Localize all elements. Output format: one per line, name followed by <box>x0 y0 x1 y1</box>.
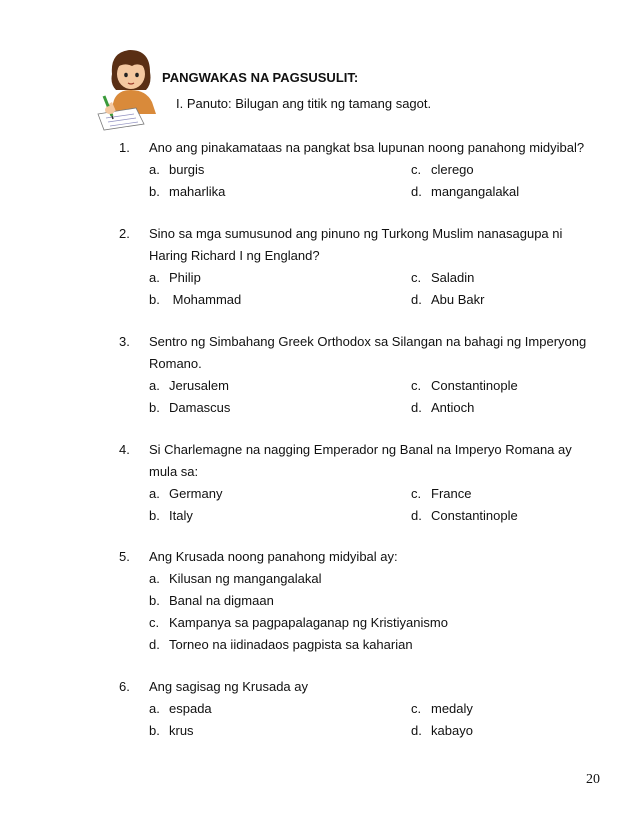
option-b[interactable] <box>149 720 411 742</box>
option-text: medaly <box>431 701 473 716</box>
option-letter: d. <box>411 400 422 415</box>
option-letter: c. <box>411 378 422 393</box>
question-number: 1. <box>119 140 130 155</box>
option-a[interactable] <box>149 483 411 505</box>
option-text: Philip <box>169 270 201 285</box>
option-c[interactable] <box>411 159 474 181</box>
option-c[interactable] <box>149 612 599 634</box>
question-4 <box>119 439 599 527</box>
option-text: clerego <box>431 162 474 177</box>
option-letter: a. <box>149 270 160 285</box>
option-text: Kilusan ng mangangalakal <box>169 571 322 586</box>
option-letter: c. <box>411 486 422 501</box>
option-a[interactable] <box>149 698 411 720</box>
option-a[interactable] <box>149 375 411 397</box>
option-d[interactable] <box>149 634 599 656</box>
option-c[interactable] <box>411 267 474 289</box>
option-letter: a. <box>149 162 160 177</box>
option-d[interactable] <box>411 720 473 742</box>
option-d[interactable] <box>411 505 518 527</box>
option-text: Torneo na iidinadaos pagpista sa kaharian <box>169 637 413 652</box>
option-letter: b. <box>149 593 160 608</box>
option-text: Constantinople <box>431 508 518 523</box>
option-letter: a. <box>149 378 160 393</box>
option-letter: a. <box>149 701 160 716</box>
question-number: 3. <box>119 334 130 349</box>
option-c[interactable] <box>411 483 471 505</box>
option-text: Constantinople <box>431 378 518 393</box>
option-b[interactable] <box>149 590 599 612</box>
option-letter: b. <box>149 723 160 738</box>
test-title: PANGWAKAS NA PAGSUSULIT: <box>162 70 359 85</box>
question-5 <box>119 546 599 656</box>
instructions: I. Panuto: Bilugan ang titik ng tamang sagot. <box>176 96 432 111</box>
question-1 <box>119 137 599 203</box>
option-d[interactable] <box>411 289 484 311</box>
option-text: espada <box>169 701 212 716</box>
question-number: 4. <box>119 442 130 457</box>
student-writing-illustration <box>92 44 168 132</box>
option-text: Jerusalem <box>169 378 229 393</box>
option-letter: d. <box>149 637 160 652</box>
question-number: 5. <box>119 549 130 564</box>
option-d[interactable] <box>411 181 519 203</box>
option-letter: c. <box>411 270 422 285</box>
option-letter: b. <box>149 400 160 415</box>
question-number: 6. <box>119 679 130 694</box>
option-b[interactable] <box>149 289 411 311</box>
option-letter: a. <box>149 486 160 501</box>
option-b[interactable] <box>149 505 411 527</box>
option-letter: c. <box>411 701 422 716</box>
option-text: Damascus <box>169 400 231 415</box>
option-letter: d. <box>411 508 422 523</box>
option-c[interactable] <box>411 698 473 720</box>
option-text: Banal na digmaan <box>169 593 274 608</box>
option-text: Saladin <box>431 270 475 285</box>
page-number: 20 <box>586 772 600 787</box>
question-text: Ang Krusada noong panahong midyibal ay: <box>149 549 398 564</box>
option-text: Abu Bakr <box>431 292 485 307</box>
option-letter: d. <box>411 184 422 199</box>
question-text: Sentro ng Simbahang Greek Orthodox sa Silangan na bahagi ng Imperyong Romano. <box>149 334 587 371</box>
option-text: mangangalakal <box>431 184 520 199</box>
option-letter: c. <box>149 615 160 630</box>
option-letter: b. <box>149 292 160 307</box>
option-text: maharlika <box>169 184 226 199</box>
question-3 <box>119 331 599 419</box>
question-text: Si Charlemagne na nagging Emperador ng Banal na Imperyo Romana ay mula sa: <box>149 442 572 479</box>
option-b[interactable] <box>149 181 411 203</box>
question-text: Ano ang pinakamataas na pangkat bsa lupunan noong panahong midyibal? <box>149 140 585 155</box>
question-6 <box>119 676 599 742</box>
option-text: krus <box>169 723 194 738</box>
option-letter: a. <box>149 571 160 586</box>
option-a[interactable] <box>149 267 411 289</box>
option-letter: b. <box>149 184 160 199</box>
question-text: Ang sagisag ng Krusada ay <box>149 679 308 694</box>
option-text: kabayo <box>431 723 473 738</box>
option-c[interactable] <box>411 375 518 397</box>
option-letter: c. <box>411 162 422 177</box>
option-text: Antioch <box>431 400 475 415</box>
option-a[interactable] <box>149 159 411 181</box>
question-text: Sino sa mga sumusunod ang pinuno ng Turkong Muslim nanasagupa ni Haring Richard I ng England? <box>149 226 563 263</box>
option-text: France <box>431 486 472 501</box>
option-b[interactable] <box>149 397 411 419</box>
question-2 <box>119 223 599 311</box>
option-text: burgis <box>169 162 205 177</box>
option-letter: d. <box>411 292 422 307</box>
option-text: Italy <box>169 508 193 523</box>
option-d[interactable] <box>411 397 474 419</box>
option-text: Mohammad <box>169 292 242 307</box>
option-letter: b. <box>149 508 160 523</box>
question-number: 2. <box>119 226 130 241</box>
option-letter: d. <box>411 723 422 738</box>
option-a[interactable] <box>149 568 599 590</box>
option-text: Germany <box>169 486 223 501</box>
option-text: Kampanya sa pagpapalaganap ng Kristiyanismo <box>169 615 448 630</box>
